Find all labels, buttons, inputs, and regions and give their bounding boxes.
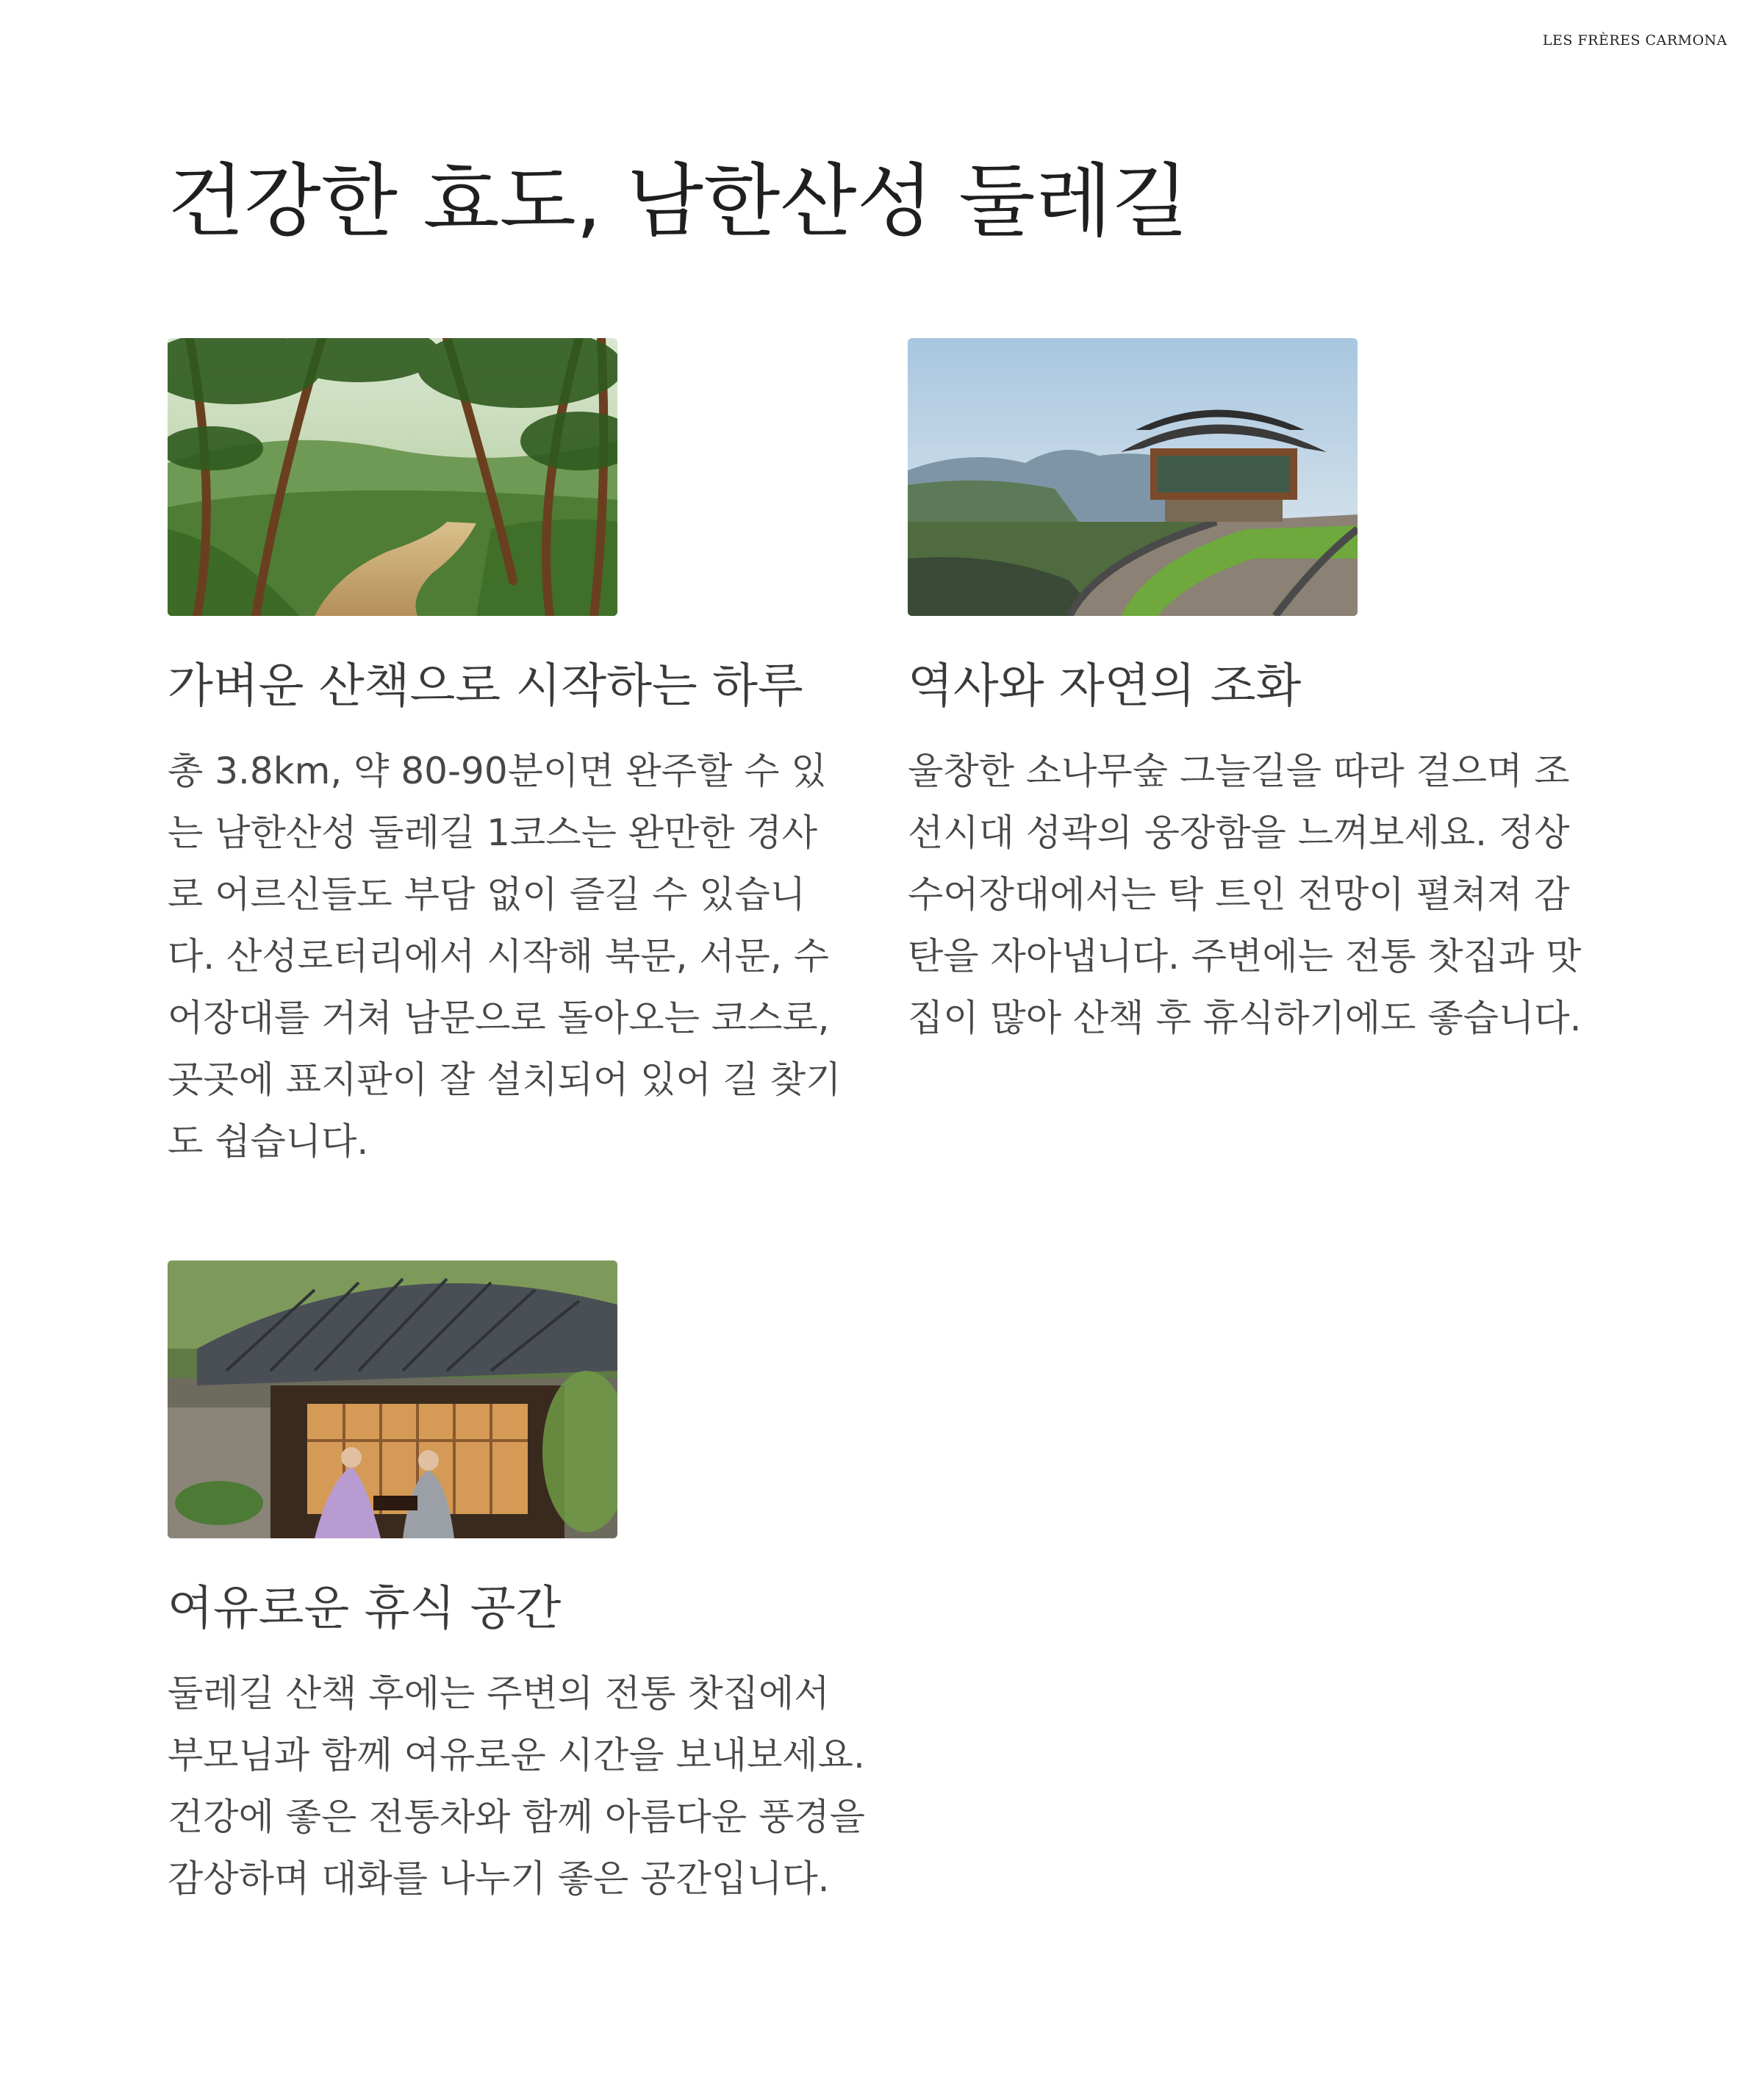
card-description: 울창한 소나무숲 그늘길을 따라 걸으며 조선시대 성곽의 웅장함을 느껴보세요. 정상 수어장대에서는 탁 트인 전망이 펼쳐져 감탄을 자아냅니다. 주변에는 전통 찻집과 맛집이 많아 산책 후 휴식하기에도 좋습니다. xyxy=(908,749,1582,1039)
fortress-pavilion-photo xyxy=(908,338,1358,616)
pine-trail-photo xyxy=(168,338,617,616)
tea-house-photo xyxy=(168,1260,617,1538)
page-title: 건강한 효도, 남한산성 둘레길 xyxy=(168,156,1189,248)
brand-logo[interactable]: LES FRÈRES CARMONA xyxy=(1542,32,1727,49)
card-description: 총 3.8km, 약 80-90분이면 완주할 수 있는 남한산성 둘레길 1코스는 완만한 경사로 어르신들도 부담 없이 즐길 수 있습니다. 산성로터리에서 시작해 북문, 서문, 수어장대를 거쳐 남문으로 돌아오는 코스로, 곳곳에 표지판이 잘 설치되어 있어 길 찾기도 쉽습니다. xyxy=(168,749,842,1163)
article-card xyxy=(168,338,866,1172)
card-description: 둘레길 산책 후에는 주변의 전통 찻집에서 부모님과 함께 여유로운 시간을 보내보세요. 건강에 좋은 전통차와 함께 아름다운 풍경을 감상하며 대화를 나누기 좋은 공간입니다. xyxy=(168,1671,865,1900)
card-title: 역사와 자연의 조화 xyxy=(908,659,1302,714)
article-card xyxy=(908,338,1606,1049)
article-card xyxy=(168,1260,866,1909)
card-title: 여유로운 휴식 공간 xyxy=(168,1582,562,1636)
card-title: 가벼운 산책으로 시작하는 하루 xyxy=(168,659,803,714)
